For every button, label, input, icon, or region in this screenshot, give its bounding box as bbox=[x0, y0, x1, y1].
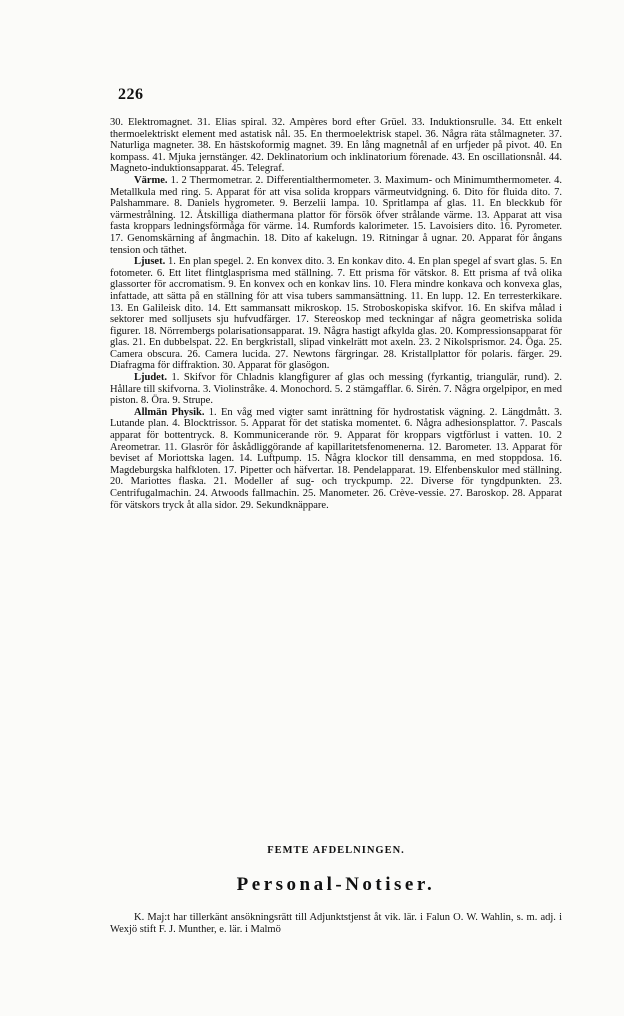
paragraph-heat bbox=[110, 175, 562, 256]
paragraph-light bbox=[110, 256, 562, 372]
body-text bbox=[110, 117, 562, 511]
paragraph-text: 1. 2 Thermometrar. 2. Differentialthermometer. 3. Maximum- och Minimumthermometer. 4. Metallkula med ring. 5. Apparat för att visa solida kroppars värmeutvidgning. 6. Dito för fluida dito. 7. Palshammare. 8. Daniels hygrometer. 9. Berzelii lampa. 10. Spritlampa af glas. 11. En bleckkub för värmestrålning. 12. Åtskilliga diathermana plattor för försök öfver strålande värme. 13. Apparat att visa fasta kroppars ledningsförmåga för värme. 14. Rumfords kalorimeter. 15. Lavoisiers dito. 16. Pyrometer. 17. Genomskärning af ångmachin. 18. Dito af kakelugn. 19. Ritningar å ugnar. 20. Apparat för ångans tension och täthet. bbox=[110, 174, 562, 256]
paragraph-text: 1. En plan spegel. 2. En konvex dito. 3. En konkav dito. 4. En plan spegel af svart glas. 5. En fotometer. 6. Ett litet flintglasprisma med ställning. 7. Ett prisma för vätskor. 8. Ett prisma af två olika glassorter för accromatism. 9. En konvex och en konkav lins. 10. Flera mindre konkava och konvexa glas, infattade, att sätta på en ställning för att visa tubers sammansättning. 11. En lupp. 12. En terresterkikare. 13. En Galileisk dito. 14. Ett sammansatt mikroskop. 15. Stroboskopiska skifvor. 16. En skifva målad i sektorer med solljusets sju hufvudfärger. 17. Stereoskop med teckningar af några geometriska solida figurer. 18. Nörrembergs polarisationsapparat. 19. Några hastigt afkylda glas. 20. Kompressionsapparat för glas. 21. En dubbelspat. 22. En bergkristall, slipad vinkelrätt mot axeln. 23. 2 Nikolsprismor. 24. Öga. 25. Camera obscura. 26. Camera lucida. 27. Newtons färgringar. 28. Kristallplattor för polaris. färger. 29. Diafragma för diffraktion. 30. Apparat för glasögon. bbox=[110, 256, 563, 372]
paragraph-sound bbox=[110, 372, 562, 407]
paragraph-lead: Ljuset. bbox=[134, 256, 166, 268]
paragraph-general-physics bbox=[110, 407, 562, 511]
paragraph-lead: Ljudet. bbox=[134, 372, 167, 384]
paragraph-lead: Värme. bbox=[134, 174, 168, 186]
paragraph-electricity bbox=[110, 117, 562, 175]
paragraph-lead: Allmän Physik. bbox=[134, 406, 205, 418]
paragraph-text: 1. En våg med vigter samt inrättning för hydrostatisk vägning. 2. Längdmått. 3. Lutande plan. 4. Blocktrissor. 5. Apparat för det statiska momentet. 6. Några adhesionsplattor. 7. Pascals apparat för bottentryck. 8. Kommunicerande rör. 9. Apparat för kroppars vigtförlust i vatten. 10. 2 Areometrar. 11. Glasrör för åskådliggörande af kapillaritetsfenomenerna. 12. Barometer. 13. Apparat för beviset af Moriottska lagen. 14. Luftpump. 15. Några klockor till densamma, en med stoppdosa. 16. Magdeburgska halfkloten. 17. Pipetter och häfvertar. 18. Pendelapparat. 19. Elfenbenskulor med ställning. 20. Mariottes flaska. 21. Modeller af sug- och tryckpump. 22. Diverse för tyngdpunkten. 23. Centrifugalmachin. 24. Atwoods fallmachin. 25. Manometer. 26. Crève-vessie. 27. Baroskop. 28. Apparat för vätskors tryck åt alla sidor. 29. Sekundknäppare. bbox=[110, 406, 562, 511]
page-number: 226 bbox=[118, 86, 144, 103]
section-title: Personal-Notiser. bbox=[236, 874, 436, 895]
paragraph-text: 30. Elektromagnet. 31. Elias spiral. 32. Ampères bord efter Grüel. 33. Induktionsrulle. 34. Ett enkelt thermoelektriskt element med astatisk nål. 35. En thermoelektrisk stapel. 36. Några räta stålmagneter. 37. Naturliga magneter. 38. En hästskoformig magnet. 39. En lång magnetnål af en urfjeder på pivot. 40. En kompass. 41. Mjuka jernstänger. 42. Deklinatorium och inklinatorium förenade. 43. En oscillationsnål. 44. Magneto-induktionsapparat. 45. Telegraf. bbox=[110, 117, 562, 175]
personal-notice: K. Maj:t har tillerkänt ansökningsrätt till Adjunktstjenst åt vik. lär. i Falun O. W. Wahlin, s. m. adj. i Wexjö stift F. J. Munther, e. lär. i Malmö bbox=[110, 912, 562, 935]
paragraph-text: 1. Skifvor för Chladnis klangfigurer af glas och messing (fyrkantig, triangulär, rund). 2. Hållare till skifvorna. 3. Violinstråke. 4. Monochord. 5. 2 stämgafflar. 6. Sirén. 7. Några orgelpipor, en med piston. 8. Öra. 9. Strupe. bbox=[110, 372, 562, 407]
section-heading: FEMTE AFDELNINGEN. bbox=[267, 845, 405, 856]
